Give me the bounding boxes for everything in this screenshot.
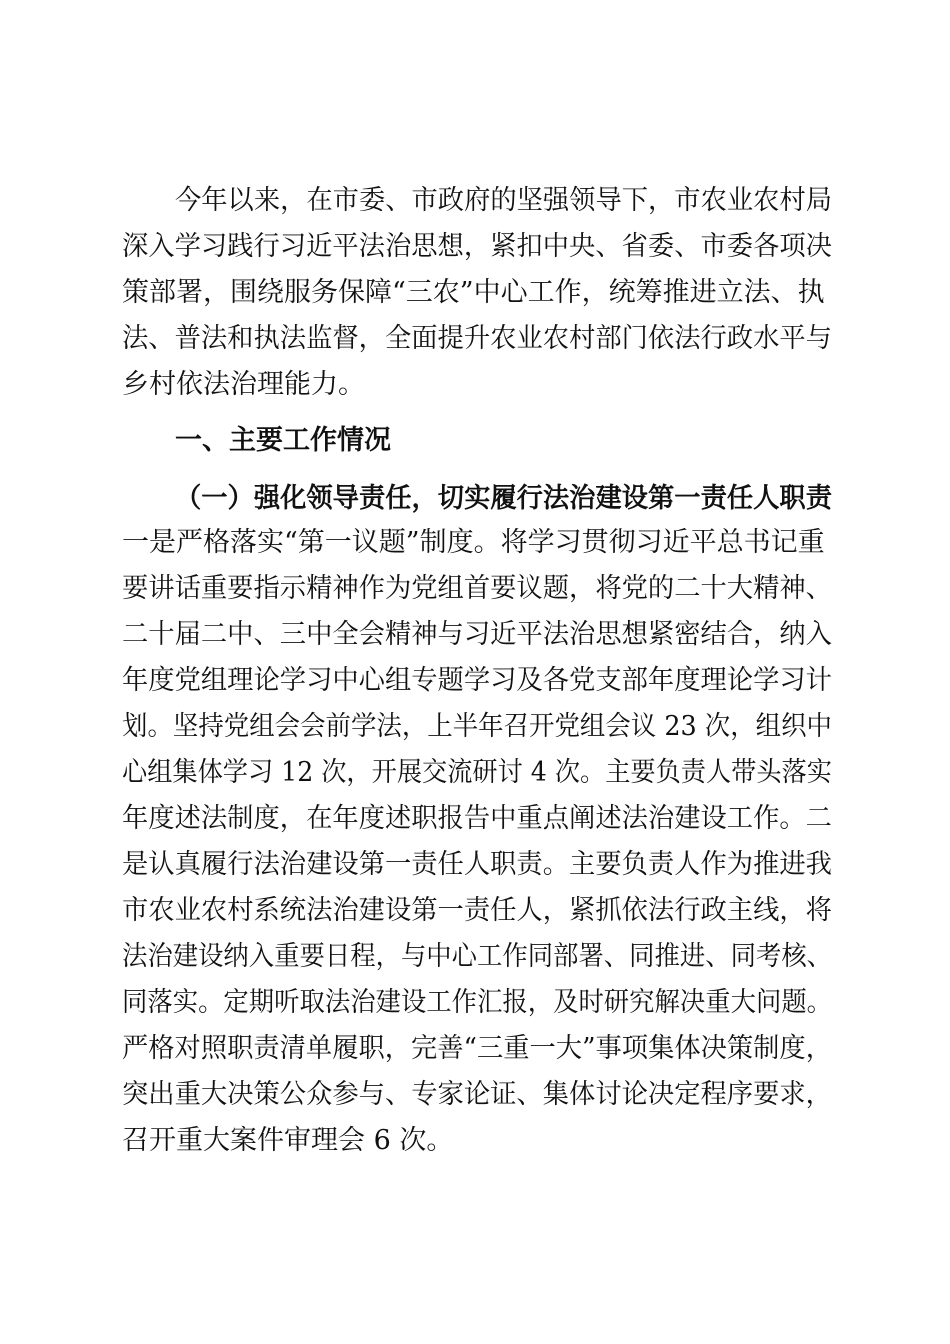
- body-line-text: 年度述法制度，在年度述职报告中重点阐述法治建设工作。二: [122, 803, 832, 834]
- section-heading-text: 一、主要工作情况: [175, 425, 391, 456]
- body-line-text: 二十届二中、三中全会精神与习近平法治思想紧密结合，纳入: [122, 619, 832, 650]
- body-line-text: 市农业农村系统法治建设第一责任人，紧抓依法行政主线，将: [122, 895, 832, 926]
- body-line-text: 召开重大案件审理会 6 次。: [122, 1125, 454, 1156]
- body-line-text: 划。坚持党组会会前学法，上半年召开党组会议 23 次，组织中: [122, 711, 832, 742]
- body-line: [0, 564, 950, 614]
- body-line: [0, 1024, 950, 1074]
- body-line-text: 年度党组理论学习中心组专题学习及各党支部年度理论学习计: [122, 665, 832, 696]
- body-line: [0, 932, 950, 982]
- body-line-text: 同落实。定期听取法治建设工作汇报，及时研究解决重大问题。: [122, 987, 833, 1018]
- body-line: [0, 748, 950, 798]
- body-line-text: 心组集体学习 12 次，开展交流研讨 4 次。主要负责人带头落实: [122, 757, 832, 788]
- intro-line-text: 策部署，围绕服务保障“三农”中心工作，统筹推进立法、执: [122, 277, 825, 308]
- intro-line: [0, 222, 950, 272]
- body-line-text: 是认真履行法治建设第一责任人职责。主要负责人作为推进我: [122, 849, 832, 880]
- body-line: [0, 702, 950, 752]
- body-line: [0, 886, 950, 936]
- intro-line: [0, 176, 950, 226]
- body-line-text: 突出重大决策公众参与、专家论证、集体讨论决定程序要求，: [122, 1079, 832, 1110]
- body-line-text: 一是严格落实“第一议题”制度。将学习贯彻习近平总书记重: [122, 527, 825, 558]
- intro-line: [0, 314, 950, 364]
- body-line: [0, 518, 950, 568]
- body-line-text: 要讲话重要指示精神作为党组首要议题，将党的二十大精神、: [122, 573, 832, 604]
- body-line: [0, 978, 950, 1028]
- intro-line-text: 深入学习践行习近平法治思想，紧扣中央、省委、市委各项决: [122, 231, 832, 262]
- subsection-heading: [0, 474, 950, 524]
- body-line-text: 严格对照职责清单履职，完善“三重一大”事项集体决策制度，: [122, 1033, 832, 1064]
- intro-line-text: 乡村依法治理能力。: [122, 369, 365, 400]
- section-heading: [0, 416, 950, 466]
- intro-line: [0, 360, 950, 410]
- body-line-text: 法治建设纳入重要日程，与中心工作同部署、同推进、同考核、: [122, 941, 833, 972]
- body-line: [0, 840, 950, 890]
- intro-line-text: 法、普法和执法监督，全面提升农业农村部门依法行政水平与: [122, 323, 832, 354]
- body-line: [0, 610, 950, 660]
- body-line: [0, 794, 950, 844]
- body-line: [0, 1070, 950, 1120]
- body-line: [0, 656, 950, 706]
- body-line: [0, 1116, 950, 1166]
- subsection-heading-text: （一）强化领导责任，切实履行法治建设第一责任人职责: [175, 483, 832, 514]
- intro-line-text: 今年以来，在市委、市政府的坚强领导下，市农业农村局: [175, 185, 832, 216]
- intro-line: [0, 268, 950, 318]
